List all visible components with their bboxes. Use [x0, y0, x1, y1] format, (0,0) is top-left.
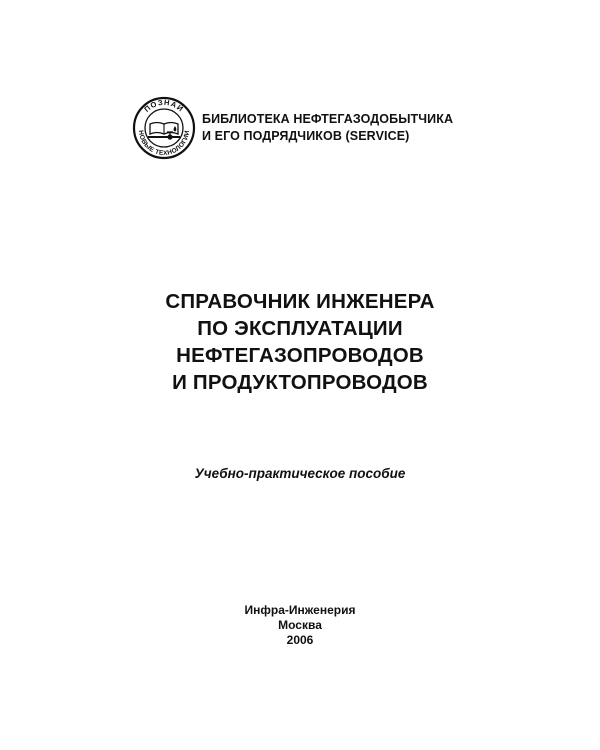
title-line: ПО ЭКСПЛУАТАЦИИ	[197, 317, 403, 340]
year: 2006	[286, 633, 314, 647]
book-subtitle: Учебно-практическое пособие	[194, 466, 406, 481]
series-line-2: И ЕГО ПОДРЯДЧИКОВ (SERVICE)	[202, 129, 410, 143]
title-line: И ПРОДУКТОПРОВОДОВ	[172, 371, 428, 394]
series-line-1: БИБЛИОТЕКА НЕФТЕГАЗОДОБЫТЧИКА	[202, 112, 454, 126]
title-line: НЕФТЕГАЗОПРОВОДОВ	[176, 344, 424, 367]
city: Москва	[278, 618, 322, 632]
imprint	[0, 603, 600, 648]
logo-ring-bottom-text: НОВЫЕ ТЕХНОЛОГИИ	[136, 129, 192, 158]
book-title	[0, 288, 600, 396]
publisher: Инфра-Инженерия	[244, 603, 356, 617]
series-header	[132, 96, 453, 160]
svg-text:ПОЗНАЙ	[142, 98, 185, 114]
book-pipeline-seal-icon	[132, 96, 196, 160]
logo-ring-top-text: ПОЗНАЙ	[142, 97, 186, 114]
series-name	[202, 111, 453, 145]
title-line: СПРАВОЧНИК ИНЖЕНЕРА	[165, 290, 435, 313]
